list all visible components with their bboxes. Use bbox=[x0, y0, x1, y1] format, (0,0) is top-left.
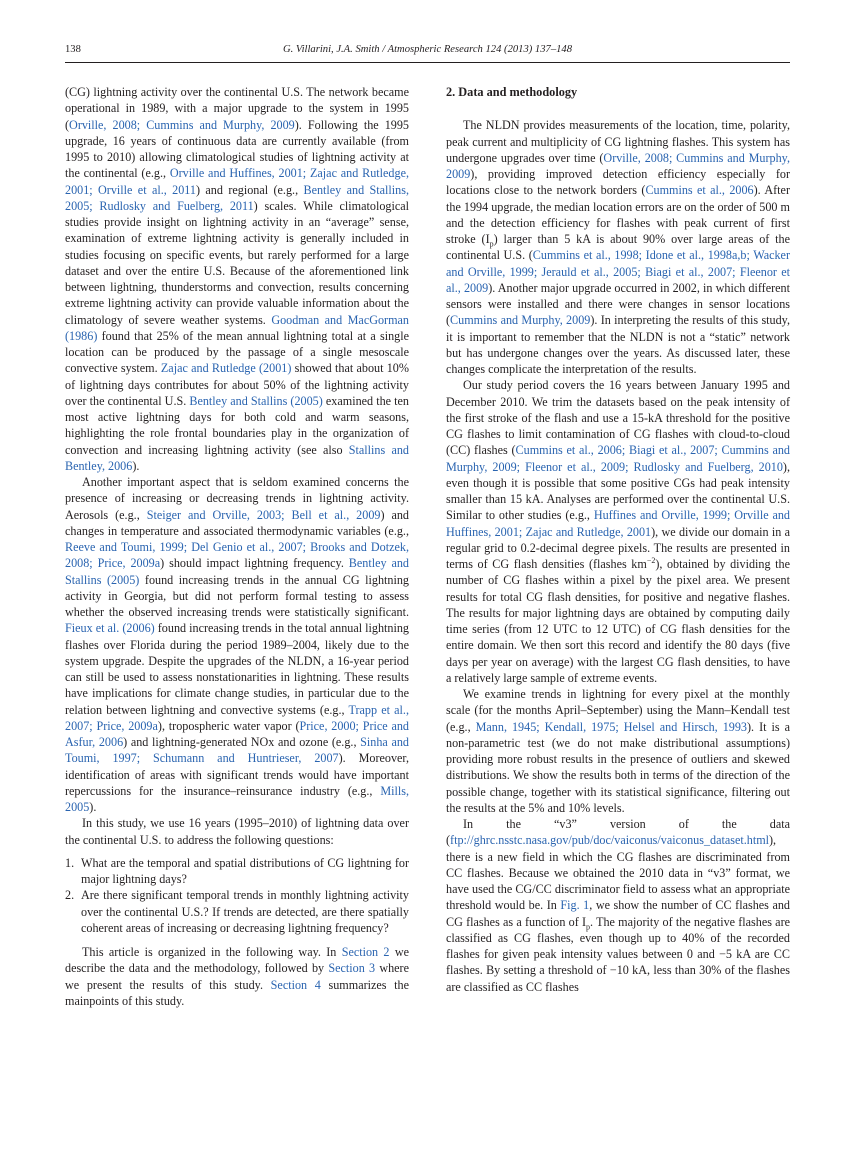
subscript: p bbox=[586, 921, 591, 931]
citation-link[interactable]: Bentley and Stallins (2005) bbox=[189, 393, 323, 408]
research-questions bbox=[65, 855, 409, 936]
citation-link[interactable]: Reeve and Toumi, 1999; Del Genio et al., 2007; Brooks and Dotzek, 2008; Price, 2009a bbox=[65, 540, 409, 571]
citation-link[interactable]: Cummins et al., 1998; Idone et al., 1998a,b; Wacker and Orville, 1999; Jerauld et al., 2005; Biagi et al., 2007; Fleenor et al., 2009 bbox=[446, 248, 790, 295]
citation-link[interactable]: Trapp et al., 2007; Price, 2009a bbox=[65, 702, 409, 733]
running-title: G. Villarini, J.A. Smith / Atmospheric Research 124 (2013) 137–148 bbox=[282, 44, 573, 55]
citation-link[interactable]: Stallins and Bentley, 2006 bbox=[65, 442, 409, 473]
citation-link[interactable]: Section 4 bbox=[270, 977, 321, 992]
page-number: 138 bbox=[65, 44, 81, 55]
citation-link[interactable]: Price, 2000; Price and Asfur, 2006 bbox=[65, 718, 409, 749]
header-rule bbox=[65, 62, 790, 63]
citation-link[interactable]: Fieux et al. (2006) bbox=[65, 621, 155, 636]
citation-link[interactable]: Cummins and Murphy, 2009 bbox=[450, 313, 591, 328]
paragraph: In this study, we use 16 years (1995–2010) of lightning data over the continental U.S. to address the following questions: bbox=[65, 816, 409, 847]
citation-link[interactable]: Cummins et al., 2006; Biagi et al., 2007; Cummins and Murphy, 2009; Fleenor et al., 2009; Rudlosky and Fuelberg, 2010 bbox=[446, 443, 791, 474]
citation-link[interactable]: Bentley and Stallins, 2005; Rudlosky and Fuelberg, 2011 bbox=[65, 182, 409, 213]
citation-link[interactable]: Bentley and Stallins (2005) bbox=[65, 556, 410, 587]
citation-link[interactable]: Section 3 bbox=[328, 961, 376, 976]
citation-link[interactable]: Huffines and Orville, 1999; Orville and Huffines, 2001; Zajac and Rutledge, 2001 bbox=[446, 508, 790, 539]
citation-link[interactable]: Sinha and Toumi, 1997; Schumann and Huntrieser, 2007 bbox=[65, 735, 410, 766]
right-column bbox=[446, 84, 790, 995]
paragraph: Our study period covers the 16 years between January 1995 and December 2010. We trim the datasets based on the peak intensity of the first stroke of the flash and use a 15-kA threshold for the positive CG flashes to limit contamination of CG flashes with cloud-to-cloud (CC) flashes (Cummins et al., 2006; Biagi et al., 2007; Cummins and Murphy, 2009; Fleenor et al., 2009; Rudlosky and Fuelberg, 2010), even though it is possible that some positive CGs had peak intensity smaller than 15 kA. Analyses are performed over the continental U.S. Similar to other studies (e.g., Huffines and Orville, 1999; Orville and Huffines, 2001; Zajac and Rutledge, 2001), we divide our domain in a regular grid to 0.2-decimal degree pixels. The results are presented in terms of CG flash densities (flashes $km^{-2}$), obtained by dividing the number of CG flashes within a pixel by the pixel area. We present results for total CG flash densities, for positive and negative flashes. The results for major lightning days are obtained by computing daily time series (from 12 UTC to 12 UTC) of CG flash densities for the entire domain. We then sort this record and identify the 80 days (five days per year on average) with the largest CG flash densities, to have a relatively large sample of extreme events. bbox=[446, 378, 791, 685]
paragraph: In the “v3” version of the data (ftp://ghrc.nsstc.nasa.gov/pub/doc/vaiconus/vaiconus_dataset.html), there is a new field in which the CG flashes are discriminated from CC flashes. Because we obtained the 2010 data in “v3” format, we have used the CG/CC discriminator field to assess what an appropriate threshold would be. In Fig. 1, we show the number of CC flashes and CG flashes as a function of $I_p$. The majority of the negative flashes are classified as CG flashes, even though up to 40% of the recorded flashes for given peak intensity values between 0 and −5 kA are CC flashes. By setting a threshold of −10 kA, less than 30% of the flashes are classified as CC flashes bbox=[446, 817, 790, 994]
paragraph: We examine trends in lightning for every pixel at the monthly scale (for the months April–September) using the Mann–Kendall test (e.g., Mann, 1945; Kendall, 1975; Helsel and Hirsch, 1993). It is a non-parametric test (we do not make distributional assumptions) providing more robust results in the presence of outliers and skewed distributions. We show the results both in terms of the direction of the possible change, together with its statistical significance, filtering out the results at the 5% and 10% levels. bbox=[446, 687, 791, 815]
left-column bbox=[65, 84, 409, 1009]
subscript: p bbox=[489, 239, 494, 249]
list-item: 2. Are there significant temporal trends in monthly lightning activity over the continental U.S.? If trends are detected, are there spatially coherent areas of increasing or decreasing lightning frequency? bbox=[65, 888, 409, 935]
list-item: 1. What are the temporal and spatial distributions of CG lightning for major lightning days? bbox=[65, 855, 409, 886]
paragraph: Another important aspect that is seldom examined concerns the presence of increasing or decreasing trends in lightning activity. Aerosols (e.g., Steiger and Orville, 2003; Bell et al., 2009) and changes in temperature and associated thermodynamic variables (e.g., Reeve and Toumi, 1999; Del Genio et al., 2007; Brooks and Dotzek, 2008; Price, 2009a) should impact lightning frequency. Bentley and Stallins (2005) found increasing trends in the annual CG lightning activity in Georgia, but did not perform formal testing to assess whether the observed increasing trends were statistically significant. Fieux et al. (2006) found increasing trends in the total annual lightning flashes over Florida during the period 1989–2004, likely due to the system upgrade. Despite the upgrades of the NLDN, a 16-year period can still be used to assess nonstationarities in lightning. These results have implications for climate change studies, in particular due to the relation between lightning and convective systems (e.g., Trapp et al., 2007; Price, 2009a), tropospheric water vapor (Price, 2000; Price and Asfur, 2006) and lightning-generated NOx and ozone (e.g., Sinha and Toumi, 1997; Schumann and Huntrieser, 2007). Moreover, identification of areas with significant trends would have important repercussions for the insurance–reinsurance industry (e.g., Mills, 2005). bbox=[65, 475, 410, 814]
paragraph: The NLDN provides measurements of the location, time, polarity, peak current and multiplicity of CG lightning flashes. This system has undergone upgrades over time (Orville, 2008; Cummins and Murphy, 2009), providing improved detection efficiency especially for locations close to the network borders (Cummins et al., 2006). After the 1994 upgrade, the median location errors are on the order of 500 m and the detection efficiency for flashes with peak current of first stroke $(I_p)$ larger than 5 kA is about 90% over large areas of the continental U.S. (Cummins et al., 1998; Idone et al., 1998a,b; Wacker and Orville, 1999; Jerauld et al., 2005; Biagi et al., 2007; Fleenor et al., 2009). Another major upgrade occurred in 2002, in which different sensors were installed and there were changes in sensor locations (Cummins and Murphy, 2009). In interpreting the results of this study, it is important to remember that the NLDN is not a “static” network but has undergone changes over the years. As discussed later, these changes complicate the interpretation of the results. bbox=[446, 118, 791, 376]
citation-link[interactable]: Orville, 2008; Cummins and Murphy, 2009 bbox=[446, 150, 790, 181]
citation-link[interactable]: Orville, 2008; Cummins and Murphy, 2009 bbox=[69, 117, 295, 132]
citation-link[interactable]: ftp://ghrc.nsstc.nasa.gov/pub/doc/vaiconus/vaiconus_dataset.html bbox=[450, 833, 770, 848]
paragraph: This article is organized in the following way. In Section 2 we describe the data and the methodology, followed by Section 3 where we present the results of this study. Section 4 summarizes the mainpoints of this study. bbox=[65, 945, 410, 1008]
citation-link[interactable]: Zajac and Rutledge (2001) bbox=[160, 361, 292, 376]
citation-link[interactable]: Goodman and MacGorman (1986) bbox=[65, 312, 409, 343]
section-title: 2. Data and methodology bbox=[446, 85, 578, 99]
running-header bbox=[65, 44, 790, 60]
citation-link[interactable]: Mann, 1945; Kendall, 1975; Helsel and Hirsch, 1993 bbox=[475, 719, 748, 734]
citation-link[interactable]: Steiger and Orville, 2003; Bell et al., 2009 bbox=[146, 507, 381, 522]
citation-link[interactable]: Fig. 1 bbox=[560, 898, 590, 913]
paragraph: (CG) lightning activity over the continental U.S. The network became operational in 1989, with a major upgrade to the system in 1995 (Orville, 2008; Cummins and Murphy, 2009). Following the 1995 upgrade, 16 years of continuous data are currently available (from 1995 to 2010) allowing climatological studies of lightning activity at the continental (e.g., Orville and Huffines, 2001; Zajac and Rutledge, 2001; Orville et al., 2011) and regional (e.g., Bentley and Stallins, 2005; Rudlosky and Fuelberg, 2011) scales. While climatological studies provide insight on lightning activity in an “average” sense, examination of extreme lightning activity is generally included in studies focusing on specific events, but rarely performed for a large dataset and over the entire U.S. Because of the aforementioned link between lightning, thunderstorms and convection, results concerning extreme lightning activity can provide valuable information about the climatology of severe weather systems. Goodman and MacGorman (1986) found that 25% of the mean annual lightning total at a single location can be produced by the passage of a single mesoscale convective system. Zajac and Rutledge (2001) showed that about 10% of lightning days contributes for about 50% of the lightning activity over the continental U.S. Bentley and Stallins (2005) examined the ten most active lightning days for both cold and warm seasons, highlighting the role frontal boundaries play in the organization of convection and increasing lightning activity (see also Stallins and Bentley, 2006). bbox=[65, 85, 409, 473]
citation-link[interactable]: Mills, 2005 bbox=[65, 783, 409, 814]
citation-link[interactable]: Cummins et al., 2006 bbox=[645, 183, 754, 198]
citation-link[interactable]: Section 2 bbox=[341, 945, 390, 959]
citation-link[interactable]: Orville and Huffines, 2001; Zajac and Rutledge, 2001; Orville et al., 2011 bbox=[65, 166, 409, 197]
superscript: −2 bbox=[646, 555, 656, 565]
